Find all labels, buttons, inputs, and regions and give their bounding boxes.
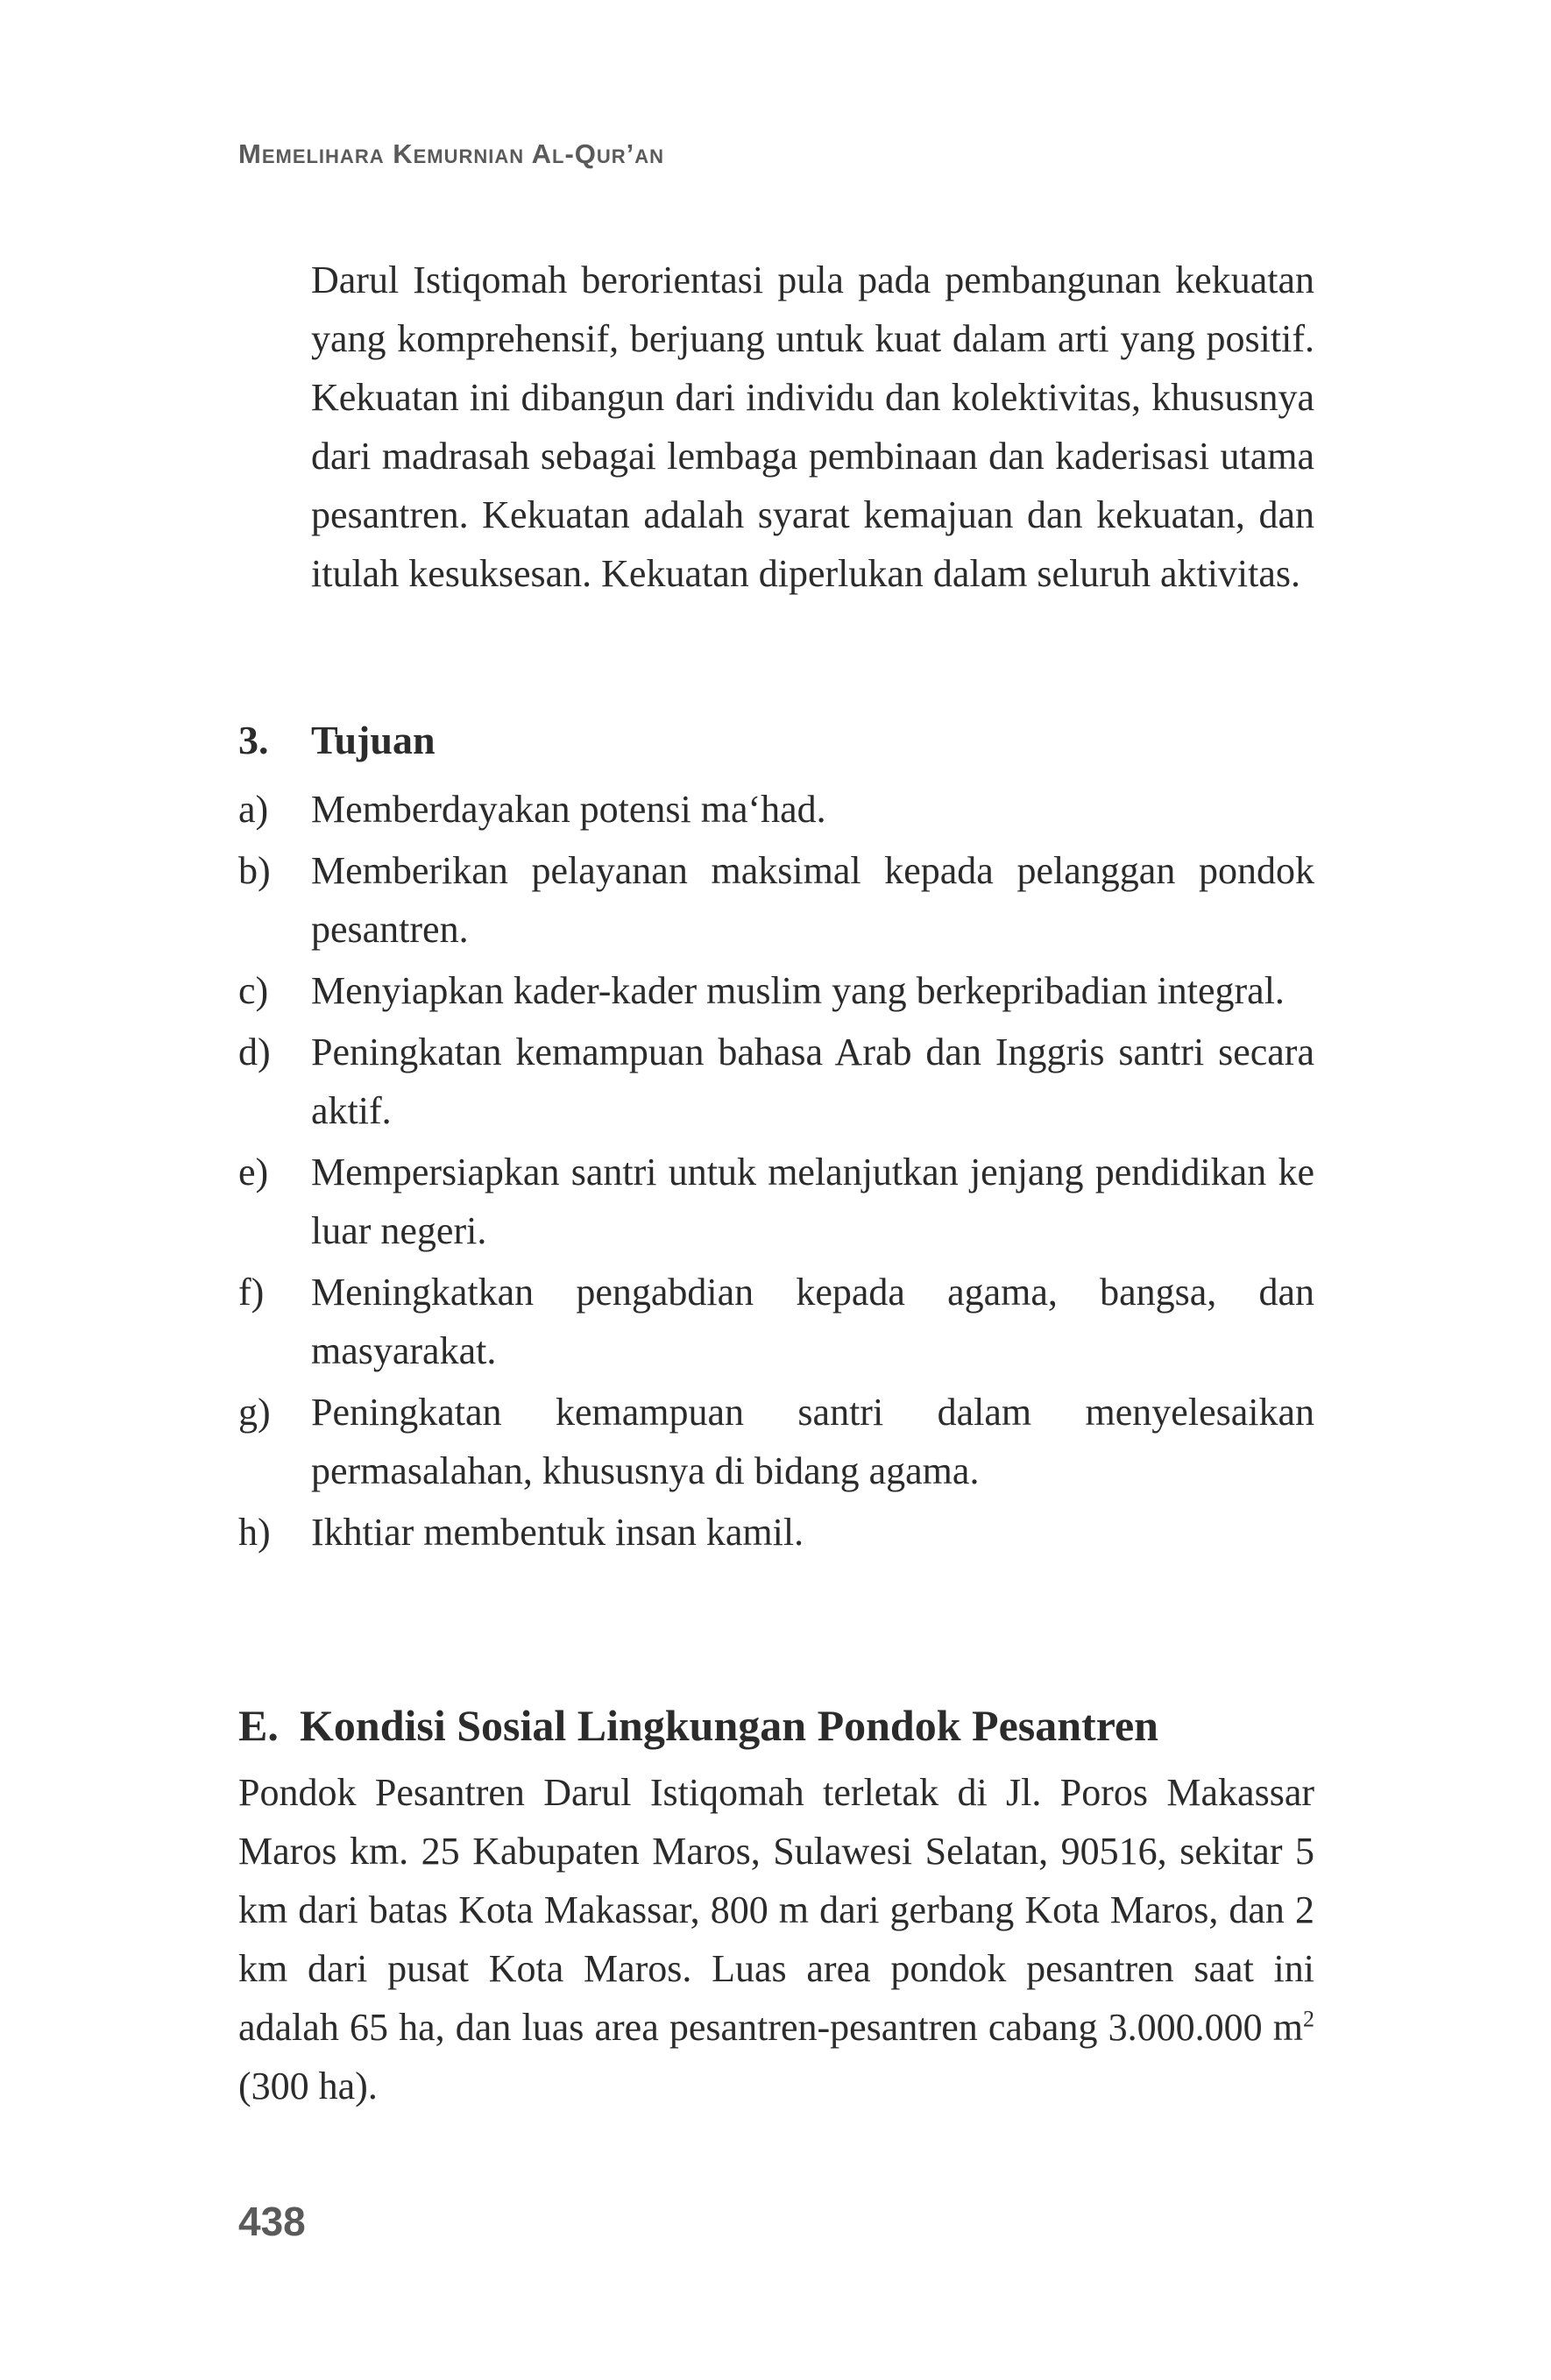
list-item — [238, 961, 1314, 1020]
list-item-text: Meningkatkan pengabdian kepada agama, bangsa, dan masyarakat. — [311, 1271, 1314, 1372]
list-marker: b) — [238, 849, 271, 892]
list-item-text: Ikhtiar membentuk insan kamil. — [311, 1511, 804, 1554]
intro-paragraph: Darul Istiqomah berorientasi pula pada pembangunan kekuatan yang komprehensif, berjuang untuk kuat dalam arti yang positif. Kekuatan ini dibangun dari individu dan kolektivitas, khususnya dari madrasah sebagai lembaga pembinaan dan kaderisasi utama pesantren. Kekuatan adalah syarat kemajuan dan kekuatan, dan itulah kesuksesan. Kekuatan diperlukan dalam seluruh aktivitas. — [311, 259, 1314, 595]
list-item — [238, 1383, 1314, 1500]
section-paragraph-end: (300 ha). — [238, 2065, 378, 2107]
section-title: Kondisi Sosial Lingkungan Pondok Pesantren — [300, 1701, 1158, 1750]
list-marker: a) — [238, 788, 269, 831]
list-marker: h) — [238, 1511, 271, 1554]
goals-list — [238, 780, 1314, 1564]
list-marker: d) — [238, 1031, 271, 1073]
list-marker: c) — [238, 969, 269, 1012]
list-item-text: Memberikan pelayanan maksimal kepada pelanggan pondok pesantren. — [311, 849, 1314, 951]
list-item — [238, 780, 1314, 839]
superscript: 2 — [1303, 2006, 1314, 2032]
section-number: E. — [238, 1701, 279, 1750]
list-item-text: Menyiapkan kader-kader muslim yang berkepribadian integral. — [311, 969, 1285, 1012]
section-paragraph-text: Pondok Pesantren Darul Istiqomah terletak di Jl. Poros Makassar Maros km. 25 Kabupaten Maros, Sulawesi Selatan, 90516, sekitar 5 km dari batas Kota Makassar, 800 m dari gerbang Kota Maros, dan 2 km dari pusat Kota Maros. Luas area pondok pesantren saat ini adalah 65 ha, dan luas area pesantren-pesantren cabang 3.000.000 m — [238, 1771, 1314, 2049]
subsection-number: 3. — [238, 718, 269, 762]
subsection-title: Tujuan — [311, 718, 436, 762]
list-item-text: Peningkatan kemampuan bahasa Arab dan Inggris santri secara aktif. — [311, 1031, 1314, 1132]
list-marker: f) — [238, 1271, 265, 1314]
list-item — [238, 1503, 1314, 1562]
running-header: Memelihara Kemurnian Al-Qur’an — [238, 138, 665, 169]
list-marker: e) — [238, 1151, 269, 1194]
list-item-text: Mempersiapkan santri untuk melanjutkan jenjang pendidikan ke luar negeri. — [311, 1151, 1314, 1252]
list-item-text: Memberdayakan potensi ma‘had. — [311, 788, 826, 831]
subsection-heading — [238, 717, 436, 763]
list-item — [238, 1023, 1314, 1140]
page-number: 438 — [238, 2199, 306, 2244]
section-heading — [238, 1700, 1158, 1751]
section-paragraph — [238, 1763, 1314, 2115]
list-item — [238, 841, 1314, 959]
list-marker: g) — [238, 1391, 271, 1434]
list-item — [238, 1263, 1314, 1380]
list-item — [238, 1143, 1314, 1260]
list-item-text: Peningkatan kemampuan santri dalam menyelesaikan permasalahan, khususnya di bidang agama. — [311, 1391, 1314, 1492]
